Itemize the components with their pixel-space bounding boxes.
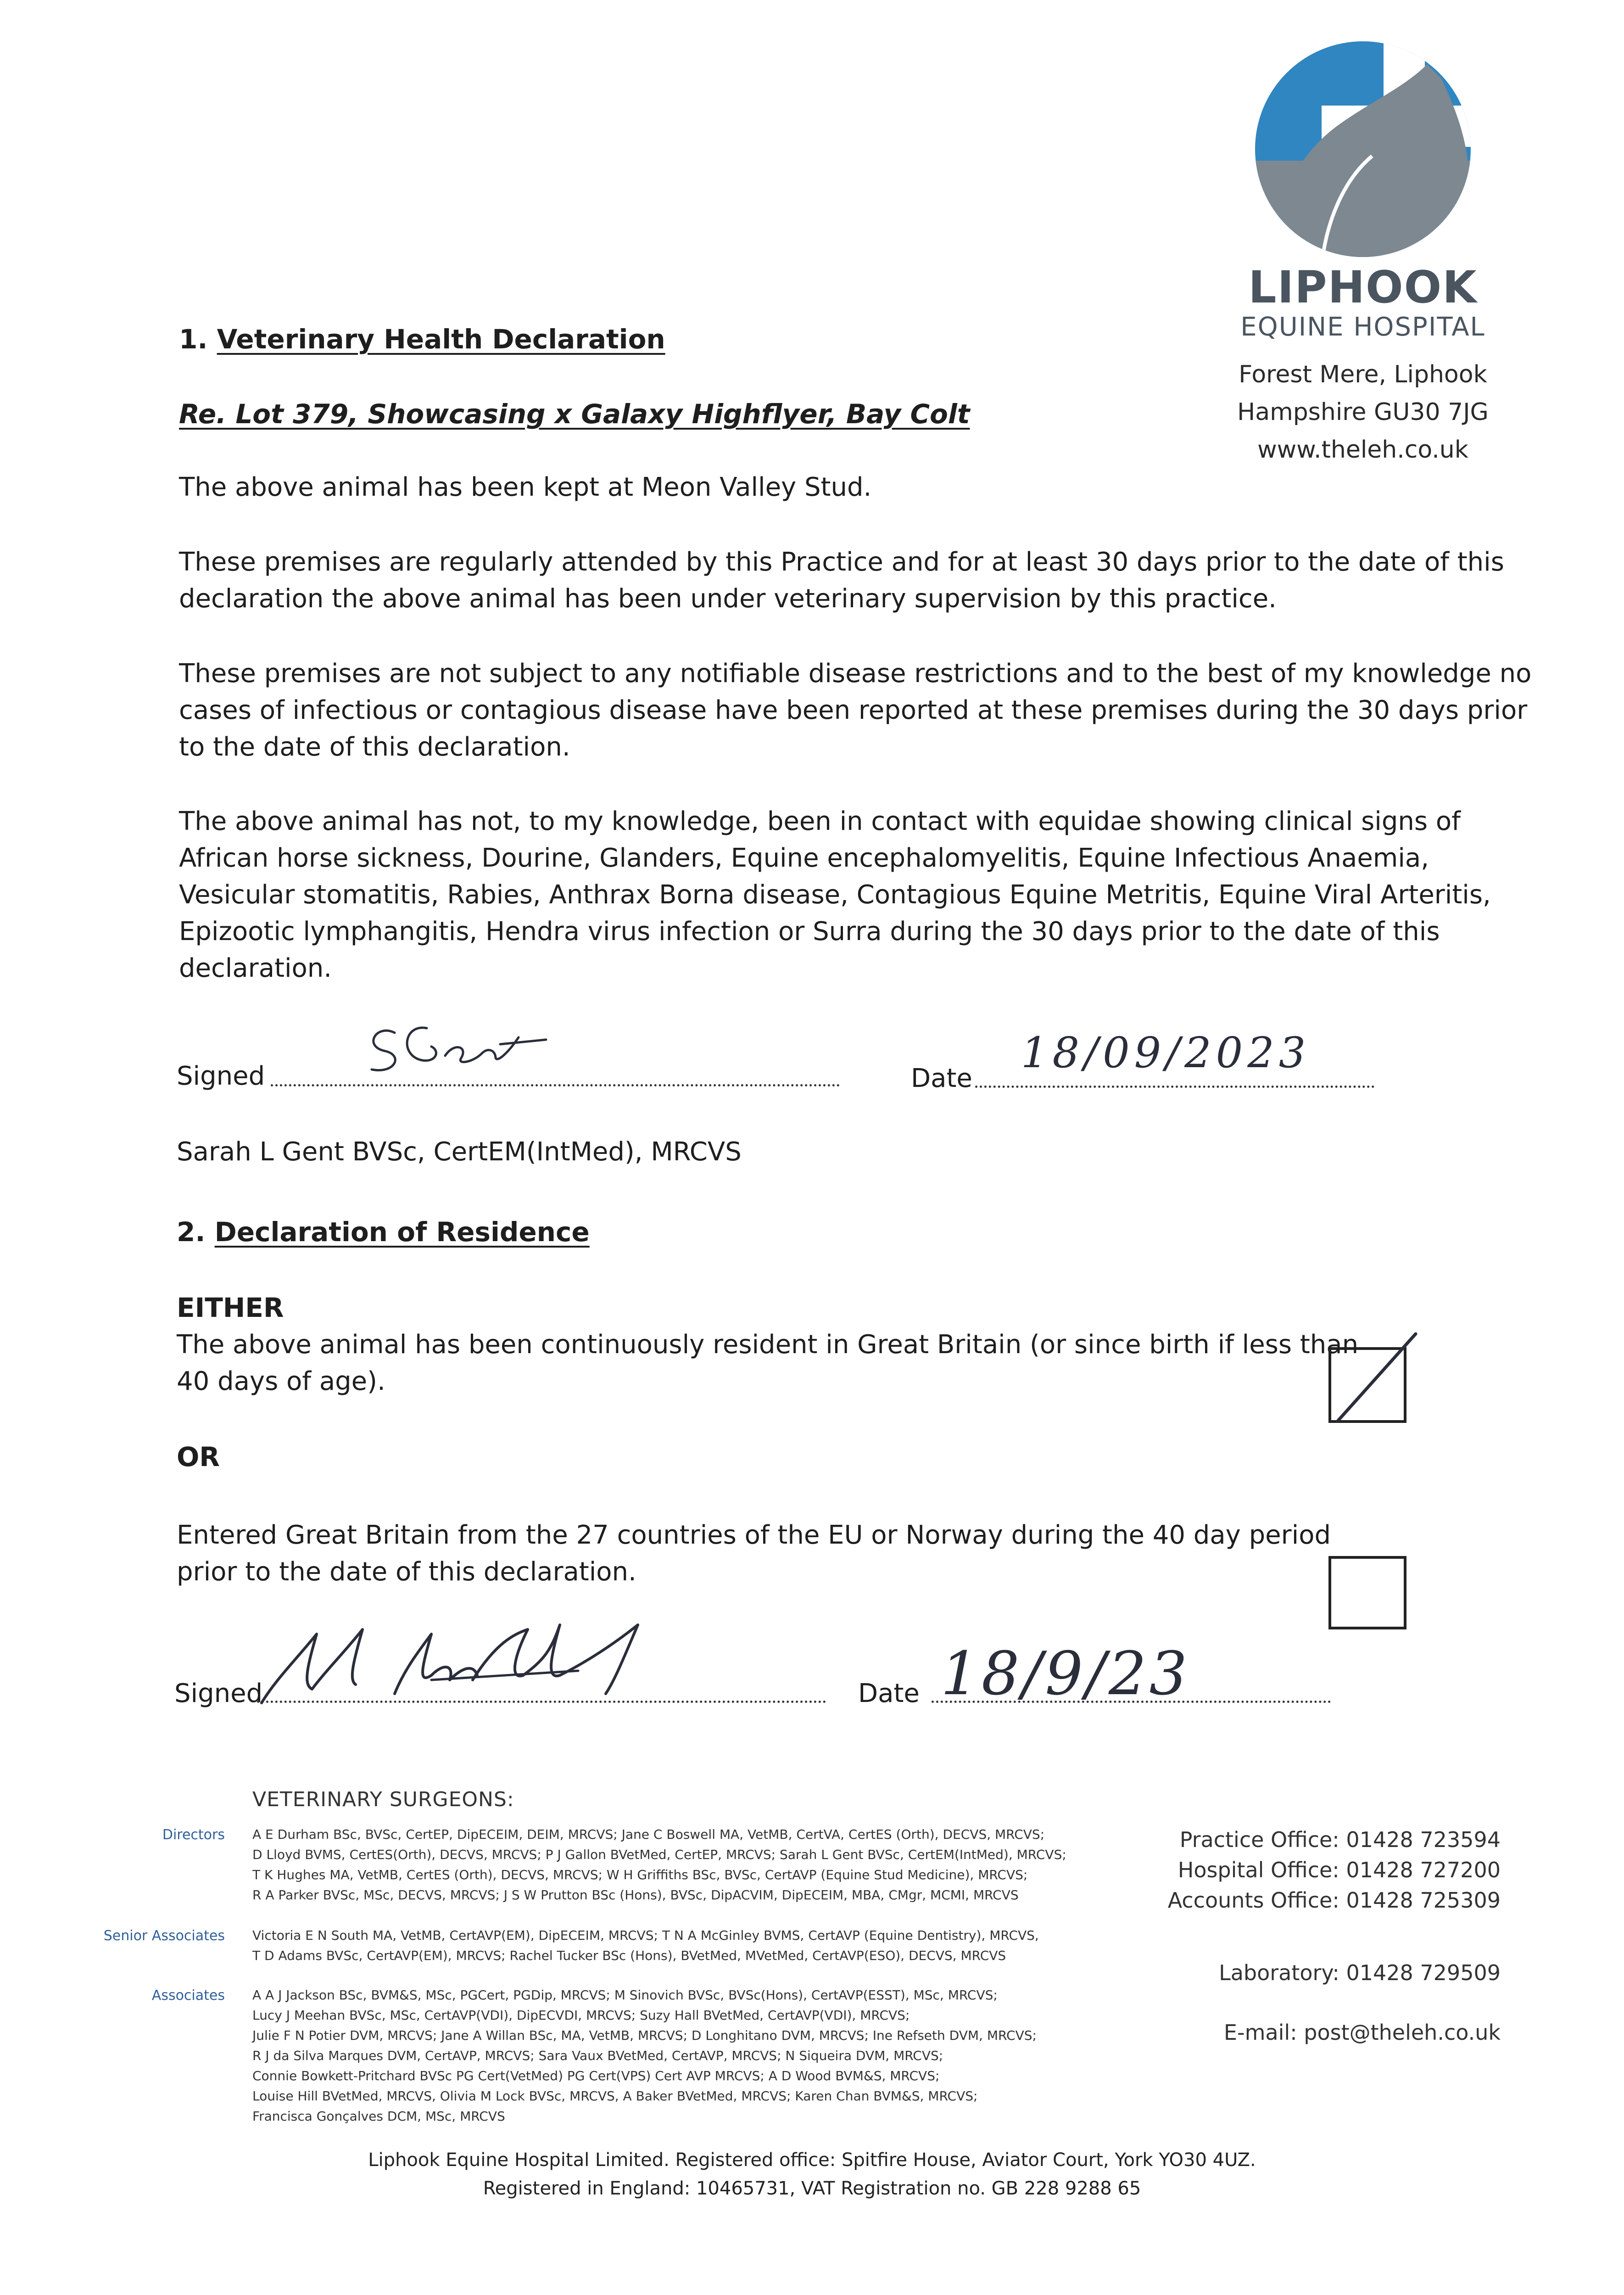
date-value-2: 18/9/23 bbox=[941, 1639, 1190, 1708]
staff-line: R J da Silva Marques DVM, CertAVP, MRCVS; Sara Vaux BVetMed, CertAVP, MRCVS; N Siqueira DVM, MRCVS; bbox=[252, 2048, 943, 2063]
para-no-contact: The above animal has not, to my knowledge, been in contact with equidae showing clinical signs of African horse sickness, Dourine, Glanders, Equine encephalomyelitis, Equine Infectious Anaemia, Vesicular stomatitis, Rabies, Anthrax Borna disease, Contagious Equine Metritis, Equine Viral Arteritis, Epizootic lymphangitis, Hendra virus infection or Surra during the 30 days prior to the date of this declaration. bbox=[179, 806, 1491, 983]
footer bbox=[0, 2146, 1624, 2203]
staff-line: Lucy J Meehan BVSc, MSc, CertAVP(VDI), DipECVDI, MRCVS; Suzy Hall BVetMed, CertAVP(VDI), MRCVS; bbox=[252, 2008, 910, 2023]
section1-heading bbox=[179, 324, 665, 355]
para-kept-at: The above animal has been kept at Meon Valley Stud. bbox=[179, 472, 872, 502]
hospital-address bbox=[1193, 356, 1533, 469]
surgeons-title: VETERINARY SURGEONS: bbox=[252, 1788, 514, 1811]
horse-cross-logo-icon bbox=[1239, 37, 1487, 266]
para-no-restrictions: These premises are not subject to any notifiable disease restrictions and to the best of my knowledge no cases of infectious or contagious disease have been reported at these premises during the 30 days prior to the date of this declaration. bbox=[179, 659, 1532, 762]
signed-label-2: Signed bbox=[174, 1679, 263, 1708]
staff-line: A E Durham BSc, BVSc, CertEP, DipECEIM, DEIM, MRCVS; Jane C Boswell MA, VetMB, CertVA, CertES (Orth), DECVS, MRCVS; bbox=[252, 1827, 1045, 1842]
staff-line: Louise Hill BVetMed, MRCVS, Olivia M Lock BVSc, MRCVS, A Baker BVetMed, MRCVS; Karen Chan BVM&S, MRCVS; bbox=[252, 2088, 978, 2104]
staff-line: R A Parker BVSc, MSc, DECVS, MRCVS; J S W Prutton BSc (Hons), BVSc, DipACVIM, DipECEIM, MBA, CMgr, MCMI, MRCVS bbox=[252, 1887, 1019, 1903]
para-attended: These premises are regularly attended by this Practice and for at least 30 days prior to the date of this declaration the above animal has been under veterinary supervision by this practice. bbox=[179, 547, 1504, 614]
signature-2 bbox=[257, 1616, 734, 1707]
logo-name: LIPHOOK bbox=[1248, 262, 1478, 313]
staff-line: Julie F N Potier DVM, MRCVS; Jane A Willan BSc, MA, VetMB, MRCVS; D Longhitano DVM, MRCVS; Ine Refseth DVM, MRCVS; bbox=[252, 2028, 1037, 2043]
role-directors: Directors bbox=[162, 1827, 225, 1843]
signature-1 bbox=[358, 1019, 551, 1092]
option2-checkbox[interactable] bbox=[1328, 1556, 1406, 1629]
staff-line: D Lloyd BVMS, CertES(Orth), DECVS, MRCVS; P J Gallon BVetMed, CertEP, MRCVS; Sarah L Gent BVSc, CertEM(IntMed), MRCVS; bbox=[252, 1847, 1066, 1862]
section2-number: 2. bbox=[177, 1216, 206, 1248]
directors-list bbox=[252, 1825, 1066, 1905]
role-senior-associates: Senior Associates bbox=[103, 1928, 225, 1944]
laboratory-phone: Laboratory: 01428 729509 bbox=[1219, 1960, 1501, 1985]
role-associates: Associates bbox=[151, 1987, 225, 2004]
date-value-1: 18/09/2023 bbox=[1021, 1028, 1311, 1077]
footer-registered-office: Liphook Equine Hospital Limited. Registered office: Spitfire House, Aviator Court, York YO30 4UZ. bbox=[368, 2149, 1256, 2171]
section1-number: 1. bbox=[179, 324, 208, 355]
address-line-website: www.theleh.co.uk bbox=[1257, 436, 1468, 464]
date-label-2: Date bbox=[858, 1679, 920, 1708]
accounts-office-phone: Accounts Office: 01428 725309 bbox=[1167, 1888, 1501, 1913]
staff-line: T K Hughes MA, VetMB, CertES (Orth), DECVS, MRCVS; W H Griffiths BSc, BVSc, CertAVP (Equine Stud Medicine), MRCVS; bbox=[252, 1867, 1028, 1882]
senior-associates-list bbox=[252, 1926, 1039, 1966]
or-label: OR bbox=[177, 1441, 220, 1472]
either-label: EITHER bbox=[177, 1292, 284, 1323]
signed-label-1: Signed bbox=[177, 1061, 265, 1091]
address-line-county: Hampshire GU30 7JG bbox=[1237, 398, 1489, 426]
logo bbox=[1239, 37, 1487, 266]
section2-title: Declaration of Residence bbox=[214, 1216, 590, 1248]
office-contacts bbox=[1138, 1825, 1501, 1915]
staff-line: Victoria E N South MA, VetMB, CertAVP(EM), DipECEIM, MRCVS; T N A McGinley BVMS, CertAVP (Equine Dentistry), MRCVS, bbox=[252, 1928, 1039, 1943]
staff-line: T D Adams BVSc, CertAVP(EM), MRCVS; Rachel Tucker BSc (Hons), BVetMed, MVetMed, CertAVP(ESO), DECVS, MRCVS bbox=[252, 1948, 1006, 1963]
option2-text: Entered Great Britain from the 27 countries of the EU or Norway during the 40 day period prior to the date of this declaration. bbox=[177, 1520, 1331, 1587]
section1-title: Veterinary Health Declaration bbox=[217, 324, 665, 355]
option1-text: The above animal has been continuously resident in Great Britain (or since birth if less than 40 days of age). bbox=[177, 1330, 1359, 1396]
staff-line: Francisca Gonçalves DCM, MSc, MRCVS bbox=[252, 2109, 505, 2124]
date-line-1 bbox=[975, 1086, 1374, 1088]
section2-heading bbox=[177, 1216, 590, 1248]
staff-line: Connie Bowkett-Pritchard BVSc PG Cert(VetMed) PG Cert(VPS) Cert AVP MRCVS; A D Wood BVM&S, MRCVS; bbox=[252, 2068, 940, 2083]
address-line-street: Forest Mere, Liphook bbox=[1239, 361, 1487, 388]
email-address: E-mail: post@theleh.co.uk bbox=[1223, 2020, 1501, 2045]
signatory-name: Sarah L Gent BVSc, CertEM(IntMed), MRCVS bbox=[177, 1137, 742, 1167]
staff-line: A A J Jackson BSc, BVM&S, MSc, PGCert, PGDip, MRCVS; M Sinovich BVSc, BVSc(Hons), CertAVP(ESST), MSc, MRCVS; bbox=[252, 1987, 998, 2003]
associates-list bbox=[252, 1985, 1037, 2127]
footer-registration: Registered in England: 10465731, VAT Registration no. GB 228 9288 65 bbox=[483, 2178, 1141, 2199]
practice-office-phone: Practice Office: 01428 723594 bbox=[1179, 1827, 1501, 1852]
lot-reference: Re. Lot 379, Showcasing x Galaxy Highflyer, Bay Colt bbox=[179, 398, 970, 430]
logo-subtitle: EQUINE HOSPITAL bbox=[1240, 312, 1485, 342]
hospital-office-phone: Hospital Office: 01428 727200 bbox=[1178, 1858, 1501, 1882]
checkbox-tick-mark-icon bbox=[1328, 1327, 1420, 1428]
date-label-1: Date bbox=[911, 1064, 972, 1093]
signature-line-1 bbox=[271, 1084, 840, 1086]
option1-checkbox[interactable] bbox=[1328, 1347, 1406, 1423]
